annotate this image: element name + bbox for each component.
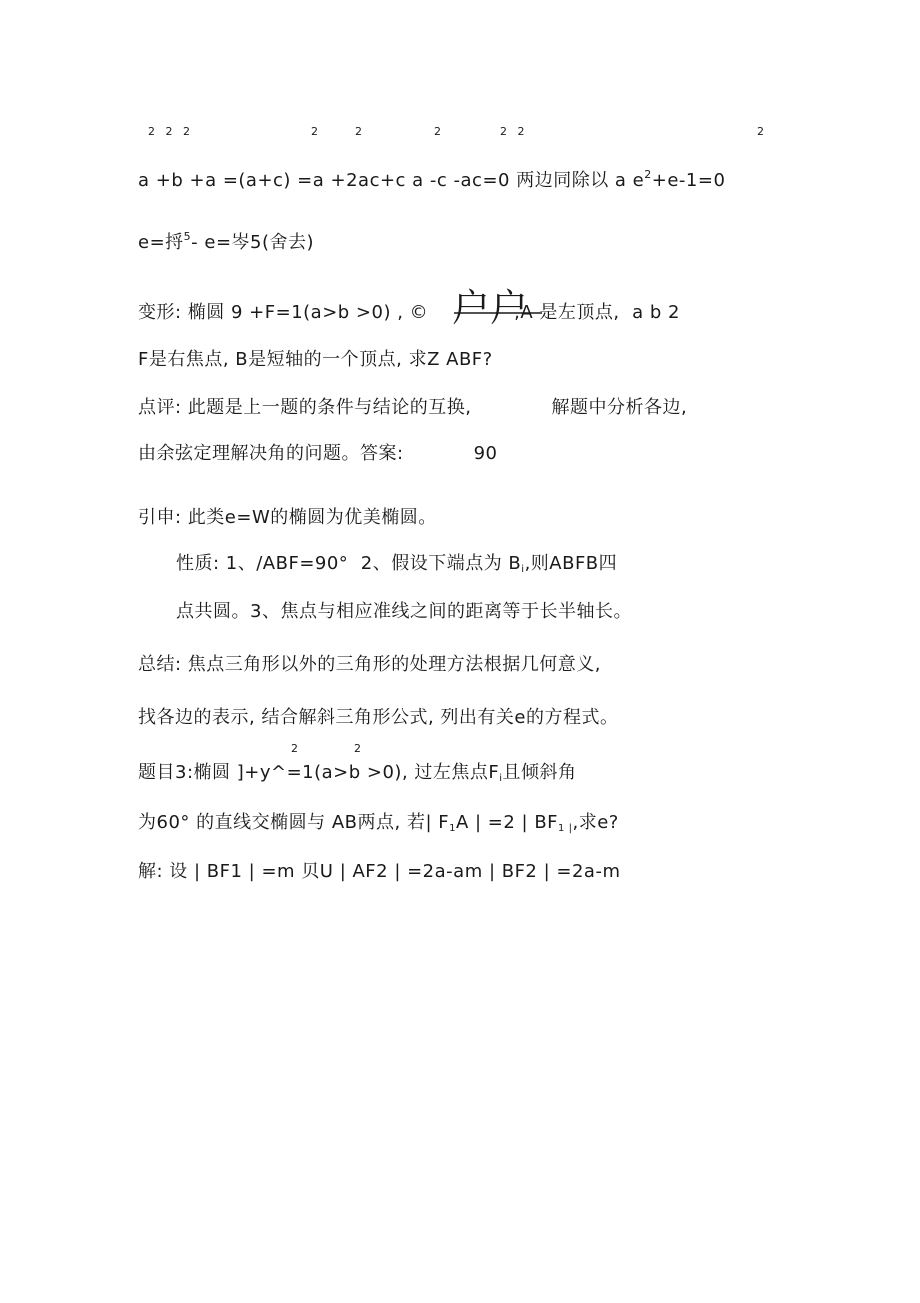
problem-3-superscript-b: 2 bbox=[354, 742, 361, 755]
superscript-right: 2 bbox=[757, 125, 764, 138]
equation-line-2 bbox=[138, 232, 314, 254]
answer-value: 90 bbox=[473, 443, 498, 464]
scribble-figure-icon bbox=[452, 283, 544, 329]
superscript-row-left: 2 2 2 bbox=[148, 125, 190, 138]
superscript-b: 2 bbox=[355, 125, 362, 138]
equation-2-text: e=捋 bbox=[138, 232, 184, 253]
problem-3-text-b: 且倾斜角 bbox=[502, 762, 577, 783]
properties-line-1 bbox=[176, 553, 617, 575]
properties-subscript: i bbox=[521, 564, 525, 575]
comment-line-2 bbox=[138, 443, 497, 465]
solution-line: 解: 设 | BF1 | =m 贝U | AF2 | =2a-am | BF2 | =2a-m bbox=[138, 861, 621, 882]
superscript-d: 2 2 bbox=[500, 125, 525, 138]
variant-line-2: F是右焦点, B是短轴的一个顶点, 求Z ABF? bbox=[138, 349, 493, 370]
problem-3-line-2 bbox=[138, 812, 619, 834]
comment-text-a: 点评: 此题是上一题的条件与结论的互换, bbox=[138, 397, 472, 418]
summary-line-1: 总结: 焦点三角形以外的三角形的处理方法根据几何意义, bbox=[138, 654, 602, 675]
variant-line-1 bbox=[138, 302, 680, 324]
comment-line-1 bbox=[138, 397, 687, 419]
variant-text-a: 变形: 椭圆 9 +F=1(a>b >0) , © bbox=[138, 302, 429, 323]
problem-3-line-2-subscript-2: 1 | bbox=[558, 823, 573, 834]
handwritten-glyph-figure bbox=[452, 283, 544, 329]
problem-3-line-1 bbox=[138, 762, 577, 784]
problem-3-text-a: 题目3:椭圆 ]+y^=1(a>b >0), 过左焦点F bbox=[138, 762, 500, 783]
equation-2-tail: - e=岑5(舍去) bbox=[191, 232, 315, 253]
problem-3-line-2-subscript: 1 bbox=[449, 823, 456, 834]
equation-1-tail: +e-1=0 bbox=[651, 170, 726, 191]
extension-line: 引申: 此类e=W的椭圆为优美椭圆。 bbox=[138, 507, 437, 528]
properties-text-b: ,则ABFB四 bbox=[524, 553, 618, 574]
superscript-a: 2 bbox=[311, 125, 318, 138]
variant-text-b: ,A 是左顶点, a b 2 bbox=[514, 302, 680, 323]
equation-1-exponent: 2 bbox=[644, 168, 652, 181]
equation-1-text: a +b +a =(a+c) =a +2ac+c a -c -ac=0 两边同除以 a e bbox=[138, 170, 645, 191]
problem-3-line-2-text-b: A | =2 | BF bbox=[455, 812, 559, 833]
superscript-c: 2 bbox=[434, 125, 441, 138]
scribble-glyphs: 户户 bbox=[452, 286, 529, 329]
problem-3-superscript-a: 2 bbox=[291, 742, 298, 755]
comment-text-b: 解题中分析各边, bbox=[551, 397, 688, 418]
equation-2-exponent: 5 bbox=[183, 230, 192, 243]
problem-3-line-2-text-c: ,求e? bbox=[572, 812, 619, 833]
problem-3-line-2-text-a: 为60° 的直线交椭圆与 AB两点, 若| F bbox=[138, 812, 450, 833]
problem-3-subscript: i bbox=[499, 773, 503, 784]
summary-line-2: 找各边的表示, 结合解斜三角形公式, 列出有关e的方程式。 bbox=[138, 707, 619, 728]
properties-line-2: 点共圆。3、焦点与相应准线之间的距离等于长半轴长。 bbox=[176, 601, 632, 622]
properties-text-a: 性质: 1、/ABF=90° 2、假设下端点为 B bbox=[176, 553, 522, 574]
comment-line-2-text: 由余弦定理解决角的问题。答案: bbox=[138, 443, 404, 464]
equation-line-1 bbox=[138, 170, 725, 192]
